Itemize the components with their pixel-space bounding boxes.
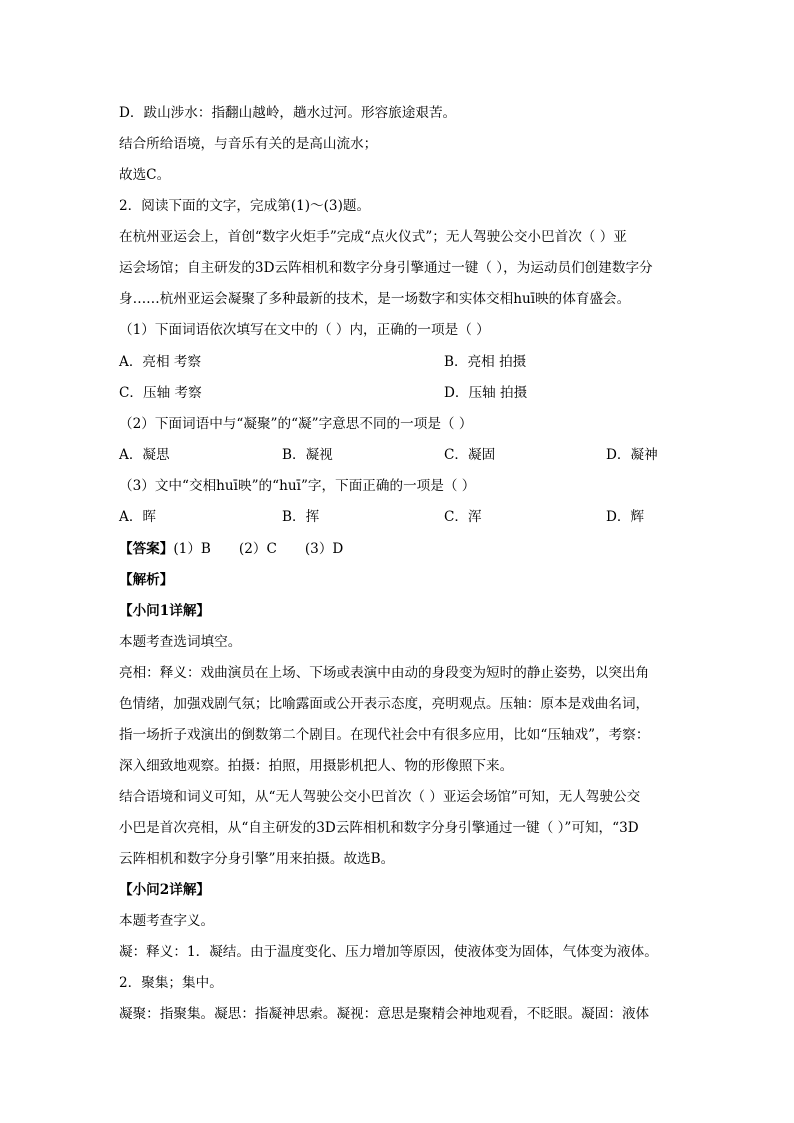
- answer-1: (1）B: [173, 541, 211, 557]
- option-d: D．凝神: [606, 447, 658, 463]
- context-conclusion: 结合所给语境，与音乐有关的是高山流水；: [119, 136, 378, 152]
- sub-question-1-detail-heading: 【小问1详解】: [119, 603, 211, 619]
- option-c: C．浑: [444, 509, 482, 525]
- option-d-explanation: D．跋山涉水：指翻山越岭，趟水过河。形容旅途艰苦。: [119, 105, 457, 121]
- passage-line-3: 身……杭州亚运会凝聚了多种最新的技术，是一场数字和实体交相huī映的体育盛会。: [119, 291, 631, 307]
- option-a: A．亮相 考察: [119, 354, 202, 370]
- option-a: A．晖: [119, 509, 157, 525]
- sub-question-1-options-row-2: [119, 383, 679, 403]
- passage-line-2: 运会场馆；自主研发的3D云阵相机和数字分身引擎通过一键（ ），为运动员们创建数字分: [119, 260, 653, 276]
- option-c: C．凝固: [444, 447, 496, 463]
- sub1-line-2: 亮相：释义：戏曲演员在上场、下场或表演中由动的身段变为短时的静止姿势，以突出角: [119, 665, 650, 681]
- sub-question-2: （2）下面词语中与“凝聚”的“凝”字意思不同的一项是（ ）: [119, 416, 473, 432]
- sub2-line-3: 2．聚集；集中。: [119, 975, 223, 991]
- sub1-line-7: 小巴是首次亮相，从“自主研发的3D云阵相机和数字分身引擎通过一键（ ）”可知，“3D: [119, 820, 639, 836]
- option-a: A．凝思: [119, 447, 170, 463]
- option-b: B．亮相 拍摄: [444, 354, 527, 370]
- sub1-line-5: 深入细致地观察。拍摄：拍照，用摄影机把人、物的形像照下来。: [119, 758, 514, 774]
- sub2-line-4: 凝聚：指聚集。凝思：指凝神思索。凝视：意思是聚精会神地观看，不眨眼。凝固：液体: [119, 1006, 650, 1022]
- option-c: C．压轴 考察: [119, 385, 202, 401]
- analysis-heading: 【解析】: [119, 572, 174, 588]
- sub-question-2-options: [119, 445, 679, 465]
- sub1-line-6: 结合语境和词义可知，从“无人驾驶公交小巴首次（ ）亚运会场馆”可知，无人驾驶公交: [119, 789, 641, 805]
- answer-2: (2）C: [238, 541, 277, 557]
- sub1-line-3: 色情绪，加强戏剧气氛；比喻露面或公开表示态度，亮明观点。压轴：原本是戏曲名词，: [119, 696, 650, 712]
- question-2-heading: 2．阅读下面的文字，完成第(1)～(3)题。: [119, 198, 371, 214]
- answer-3: (3）D: [304, 541, 344, 557]
- sub1-line-8: 云阵相机和数字分身引擎”用来拍摄。故选B。: [119, 851, 395, 867]
- sub-question-3-options: [119, 507, 679, 527]
- answer-choice-c: 故选C。: [119, 167, 171, 183]
- answer-label: 【答案】: [119, 541, 174, 557]
- option-b: B．凝视: [282, 447, 333, 463]
- sub2-line-1: 本题考查字义。: [119, 913, 215, 929]
- option-d: D．辉: [606, 509, 645, 525]
- option-b: B．挥: [282, 509, 320, 525]
- sub-question-1: （1）下面词语依次填写在文中的（ ）内，正确的一项是（ ）: [119, 322, 490, 338]
- sub2-line-2: 凝：释义：1．凝结。由于温度变化、压力增加等原因，使液体变为固体，气体变为液体。: [119, 944, 658, 960]
- passage-line-1: 在杭州亚运会上，首创“数字火炬手”完成“点火仪式”；无人驾驶公交小巴首次（ ）亚: [119, 229, 627, 245]
- sub-question-2-detail-heading: 【小问2详解】: [119, 882, 211, 898]
- option-d: D．压轴 拍摄: [444, 385, 528, 401]
- sub1-line-1: 本题考查选词填空。: [119, 634, 242, 650]
- sub-question-3: （3）文中“交相huī映”的“huī”字，下面正确的一项是（ ）: [119, 478, 476, 494]
- sub-question-1-options-row-1: [119, 352, 679, 372]
- sub1-line-4: 指一场折子戏演出的倒数第二个剧目。在现代社会中有很多应用，比如“压轴戏”，考察：: [119, 727, 650, 743]
- answer-line: [119, 539, 679, 559]
